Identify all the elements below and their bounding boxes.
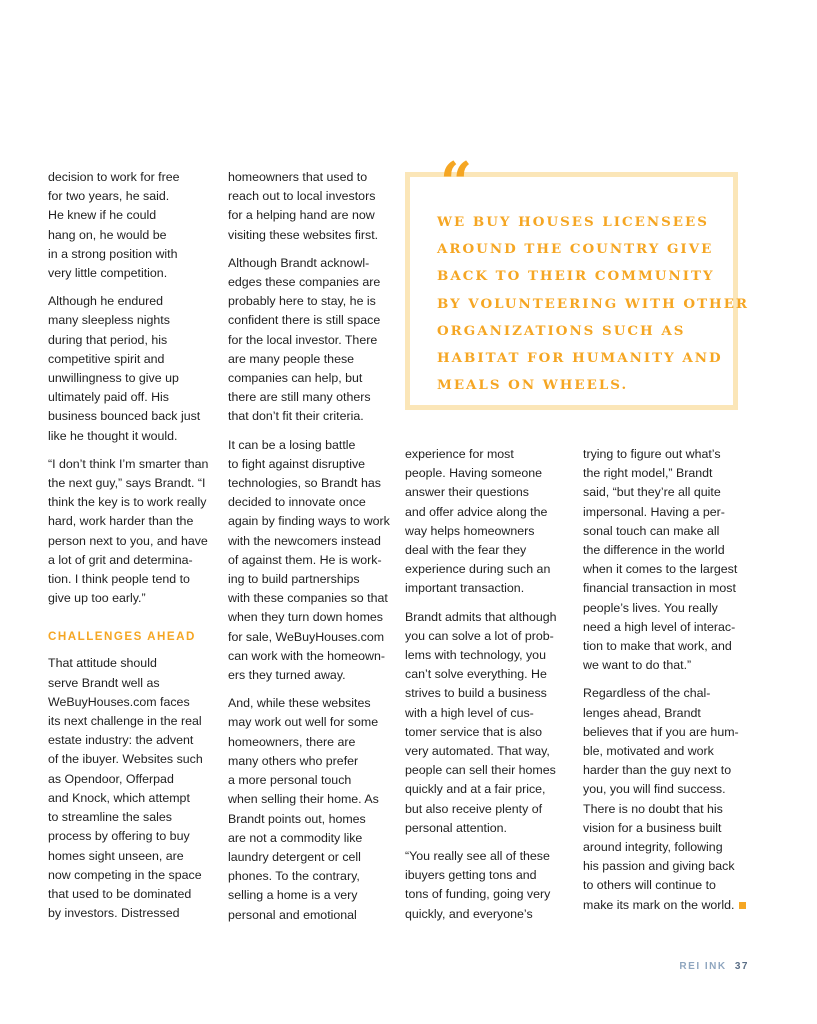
text-line: hang on, he would be bbox=[48, 227, 167, 242]
text-line: with the newcomers instead bbox=[228, 533, 381, 548]
text-line: unwillingness to give up bbox=[48, 371, 179, 386]
text-line: when selling their home. As bbox=[228, 792, 379, 807]
text-line: harder than the guy next to bbox=[583, 763, 732, 778]
text-line: competitive spirit and bbox=[48, 351, 165, 366]
text-line: to fight against disruptive bbox=[228, 456, 366, 471]
text-line: a lot of grit and determina- bbox=[48, 552, 193, 567]
text-line: lems with technology, you bbox=[405, 648, 546, 663]
paragraph bbox=[48, 654, 213, 923]
text-line: can work with the homeown- bbox=[228, 648, 386, 663]
text-line: tion. I think people tend to bbox=[48, 572, 190, 587]
text-line: It can be a losing battle bbox=[228, 437, 356, 452]
text-line: strives to build a business bbox=[405, 686, 547, 701]
text-line: personal attention. bbox=[405, 820, 507, 835]
text-line: companies can help, but bbox=[228, 371, 363, 386]
text-line: answer their questions bbox=[405, 485, 529, 500]
text-line: people. Having someone bbox=[405, 466, 543, 481]
text-line: the difference in the world bbox=[583, 543, 725, 558]
text-line: ibuyers getting tons and bbox=[405, 868, 537, 883]
text-line: And, while these websites bbox=[228, 696, 371, 711]
text-line: hard, work harder than the bbox=[48, 514, 194, 529]
text-line: by investors. Distressed bbox=[48, 906, 180, 921]
text-line: tion to make that work, and bbox=[583, 639, 732, 654]
text-line: very little competition. bbox=[48, 266, 168, 281]
text-line: for a helping hand are now bbox=[228, 208, 375, 223]
text-line: like he thought it would. bbox=[48, 428, 178, 443]
paragraph bbox=[583, 445, 753, 675]
text-line: give up too early.” bbox=[48, 591, 146, 606]
paragraph bbox=[228, 254, 393, 427]
text-line: ORGANIZATIONS SUCH AS bbox=[437, 322, 686, 339]
text-line: ble, motivated and work bbox=[583, 744, 714, 759]
text-line: Brandt points out, homes bbox=[228, 811, 366, 826]
text-line: people can sell their homes bbox=[405, 763, 556, 778]
text-line: the right model,” Brandt bbox=[583, 466, 713, 481]
article-column-2 bbox=[228, 168, 393, 934]
text-line: MEALS ON WHEELS. bbox=[437, 377, 629, 394]
paragraph bbox=[228, 168, 393, 245]
text-line: make its mark on the world. bbox=[583, 896, 753, 915]
paragraph bbox=[228, 436, 393, 686]
text-line: selling a home is a very bbox=[228, 888, 358, 903]
text-line: impersonal. Having a per- bbox=[583, 504, 725, 519]
text-line: Brandt admits that although bbox=[405, 609, 557, 624]
article-column-3 bbox=[405, 445, 570, 933]
page-number: 37 bbox=[734, 961, 749, 972]
pull-quote-box bbox=[405, 150, 750, 410]
text-line: we want to do that.” bbox=[583, 658, 692, 673]
text-line: you can solve a lot of prob- bbox=[405, 628, 554, 643]
pull-quote-text bbox=[437, 209, 749, 399]
text-line: its next challenge in the real bbox=[48, 714, 202, 729]
text-line: serve Brandt well as bbox=[48, 675, 160, 690]
text-line: are not a commodity like bbox=[228, 830, 363, 845]
text-line: are many people these bbox=[228, 351, 355, 366]
quote-mark-icon: “ bbox=[440, 150, 473, 216]
text-line: for sale, WeBuyHouses.com bbox=[228, 629, 385, 644]
text-line: there are still many others bbox=[228, 390, 371, 405]
text-line: tomer service that is also bbox=[405, 724, 543, 739]
publication-name: REI INK bbox=[679, 961, 727, 972]
text-line: believes that if you are hum- bbox=[583, 724, 739, 739]
text-line: BACK TO THEIR COMMUNITY bbox=[437, 268, 715, 285]
text-line: to others will continue to bbox=[583, 878, 716, 893]
text-line: WE BUY HOUSES LICENSEES bbox=[437, 214, 709, 230]
text-line: many others who prefer bbox=[228, 753, 359, 768]
text-line: for the local investor. There bbox=[228, 332, 378, 347]
text-line: as Opendoor, Offerpad bbox=[48, 771, 174, 786]
text-line: He knew if he could bbox=[48, 208, 157, 223]
text-line: person next to you, and have bbox=[48, 533, 208, 548]
text-line: Although he endured bbox=[48, 294, 164, 309]
section-subheading: CHALLENGES AHEAD bbox=[48, 630, 196, 644]
paragraph bbox=[48, 168, 213, 283]
text-line: quickly, and everyone’s bbox=[405, 906, 533, 921]
text-line: Regardless of the chal- bbox=[583, 686, 711, 701]
paragraph bbox=[583, 684, 753, 914]
paragraph bbox=[405, 608, 570, 838]
text-line: you, you will find success. bbox=[583, 782, 726, 797]
text-line: BY VOLUNTEERING WITH OTHER bbox=[437, 295, 750, 312]
text-line: with these companies so that bbox=[228, 591, 388, 606]
paragraph bbox=[48, 292, 213, 446]
text-line: decided to innovate once bbox=[228, 495, 366, 510]
text-line: and Knock, which attempt bbox=[48, 790, 190, 805]
text-line: technologies, so Brandt has bbox=[228, 476, 381, 491]
text-line: need a high level of interac- bbox=[583, 619, 736, 634]
text-line: edges these companies are bbox=[228, 275, 381, 290]
paragraph bbox=[405, 847, 570, 924]
text-line: lenges ahead, Brandt bbox=[583, 705, 701, 720]
text-line: important transaction. bbox=[405, 581, 525, 596]
paragraph bbox=[405, 445, 570, 599]
text-line: many sleepless nights bbox=[48, 313, 170, 328]
text-line: personal and emotional bbox=[228, 907, 357, 922]
text-line: vision for a business built bbox=[583, 820, 722, 835]
text-line: during that period, his bbox=[48, 332, 168, 347]
text-line: That attitude should bbox=[48, 656, 157, 671]
text-line: tons of funding, going very bbox=[405, 887, 551, 902]
text-line: with a high level of cus- bbox=[405, 705, 534, 720]
text-line: said, “but they’re all quite bbox=[583, 485, 721, 500]
text-line: probably here to stay, he is bbox=[228, 294, 376, 309]
text-line: homes sight unseen, are bbox=[48, 848, 184, 863]
text-line: around integrity, following bbox=[583, 840, 723, 855]
text-line: homeowners, there are bbox=[228, 734, 356, 749]
text-line: confident there is still space bbox=[228, 313, 381, 328]
article-column-4 bbox=[583, 445, 753, 924]
text-line: decision to work for free bbox=[48, 170, 180, 184]
text-line: quickly and at a fair price, bbox=[405, 782, 546, 797]
text-line: of against them. He is work- bbox=[228, 552, 382, 567]
text-line: ing to build partnerships bbox=[228, 572, 360, 587]
end-mark-icon bbox=[739, 902, 746, 909]
text-line: “I don’t think I’m smarter than bbox=[48, 456, 209, 471]
text-line: “You really see all of these bbox=[405, 849, 550, 864]
article-column-1 bbox=[48, 168, 213, 932]
text-line: very automated. That way, bbox=[405, 744, 550, 759]
text-line: now competing in the space bbox=[48, 867, 202, 882]
text-line: AROUND THE COUNTRY GIVE bbox=[437, 241, 714, 258]
text-line: in a strong position with bbox=[48, 246, 178, 261]
text-line: financial transaction in most bbox=[583, 581, 736, 596]
text-line: Although Brandt acknowl- bbox=[228, 255, 370, 270]
text-line: trying to figure out what’s bbox=[583, 447, 721, 461]
text-line: process by offering to buy bbox=[48, 829, 190, 844]
text-line: of the ibuyer. Websites such bbox=[48, 752, 203, 767]
text-line: when it comes to the largest bbox=[583, 562, 738, 577]
text-line: experience during such an bbox=[405, 562, 551, 577]
text-line: a more personal touch bbox=[228, 773, 352, 788]
text-line: experience for most bbox=[405, 447, 514, 461]
text-line: There is no doubt that his bbox=[583, 801, 723, 816]
text-line: way helps homeowners bbox=[405, 523, 535, 538]
text-line: his passion and giving back bbox=[583, 859, 735, 874]
text-line: visiting these websites first. bbox=[228, 227, 379, 242]
text-line: again by finding ways to work bbox=[228, 514, 390, 529]
text-line: that used to be dominated bbox=[48, 886, 192, 901]
text-line: HABITAT FOR HUMANITY AND bbox=[437, 350, 723, 367]
text-line: when they turn down homes bbox=[228, 610, 383, 625]
text-line: can’t solve everything. He bbox=[405, 667, 547, 682]
page-footer bbox=[679, 961, 749, 972]
text-line: people’s lives. You really bbox=[583, 600, 718, 615]
paragraph bbox=[48, 455, 213, 609]
text-line: phones. To the contrary, bbox=[228, 869, 360, 884]
text-line: laundry detergent or cell bbox=[228, 849, 361, 864]
text-line: ultimately paid off. His bbox=[48, 390, 169, 405]
text-line: and offer advice along the bbox=[405, 504, 548, 519]
text-line: business bounced back just bbox=[48, 409, 201, 424]
text-line: homeowners that used to bbox=[228, 170, 368, 184]
text-line: deal with the fear they bbox=[405, 543, 527, 558]
paragraph bbox=[228, 694, 393, 924]
text-line: to streamline the sales bbox=[48, 810, 172, 825]
text-line: the next guy,” says Brandt. “I bbox=[48, 476, 206, 491]
text-line: think the key is to work really bbox=[48, 495, 207, 510]
text-line: may work out well for some bbox=[228, 715, 379, 730]
text-line: but also receive plenty of bbox=[405, 801, 543, 816]
text-line: reach out to local investors bbox=[228, 189, 376, 204]
text-line: sonal touch can make all bbox=[583, 523, 720, 538]
text-line: ers they turned away. bbox=[228, 668, 346, 683]
text-line: estate industry: the advent bbox=[48, 733, 194, 748]
text-line: that don’t fit their criteria. bbox=[228, 409, 364, 424]
text-line: for two years, he said. bbox=[48, 189, 170, 204]
text-line: WeBuyHouses.com faces bbox=[48, 694, 190, 709]
